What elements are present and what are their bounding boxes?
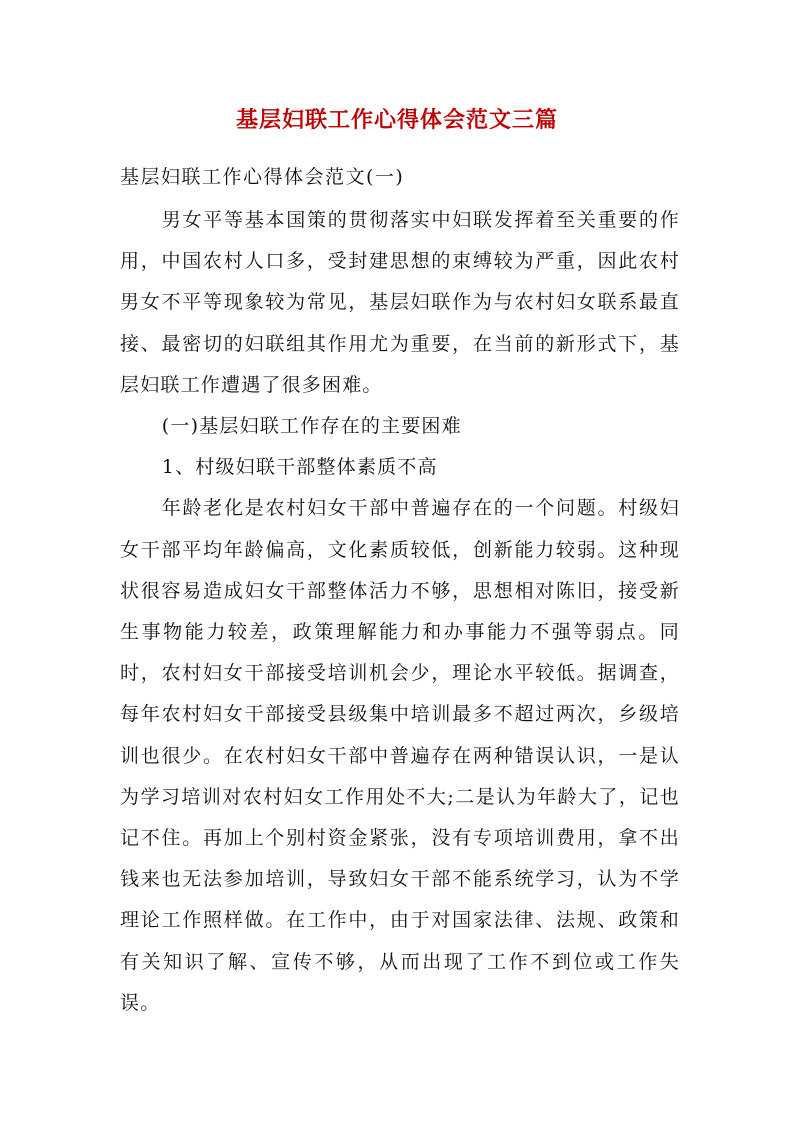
paragraph-heading-difficulties: (一)基层妇联工作存在的主要困难	[161, 415, 462, 438]
paragraph-intro: 男女平等基本国策的贯彻落实中妇联发挥着至关重要的作用，中国农村人口多，受封建思想的束缚较为严重，因此农村男女不平等现象较为常见，基层妇联作为与农村妇女联系最直接、最密切的妇联组其作用尤为重要，在当前的新形式下，基层妇联工作遭遇了很多困难。	[120, 209, 680, 396]
document-body	[120, 200, 680, 1024]
section-heading: 基层妇联工作心得体会范文(一)	[120, 166, 405, 188]
paragraph-heading-point-1: 1、村级妇联干部整体素质不高	[161, 456, 438, 479]
document-title: 基层妇联工作心得体会范文三篇	[235, 107, 558, 133]
paragraph-body: 年龄老化是农村妇女干部中普遍存在的一个问题。村级妇女干部平均年龄偏高，文化素质较低，创新能力较弱。这种现状很容易造成妇女干部整体活力不够，思想相对陈旧，接受新生事物能力较差，政策理解能力和办事能力不强等弱点。同时，农村妇女干部接受培训机会少，理论水平较低。据调查，每年农村妇女干部接受县级集中培训最多不超过两次，乡级培训也很少。在农村妇女干部中普遍存在两种错误认识，一是认为学习培训对农村妇女工作用处不大;二是认为年龄大了，记也记不住。再加上个别村资金紧张，没有专项培训费用，拿不出钱来也无法参加培训，导致妇女干部不能系统学习，认为不学理论工作照样做。在工作中，由于对国家法律、法规、政策和有关知识了解、宣传不够，从而出现了工作不到位或工作失误。	[120, 497, 680, 1014]
